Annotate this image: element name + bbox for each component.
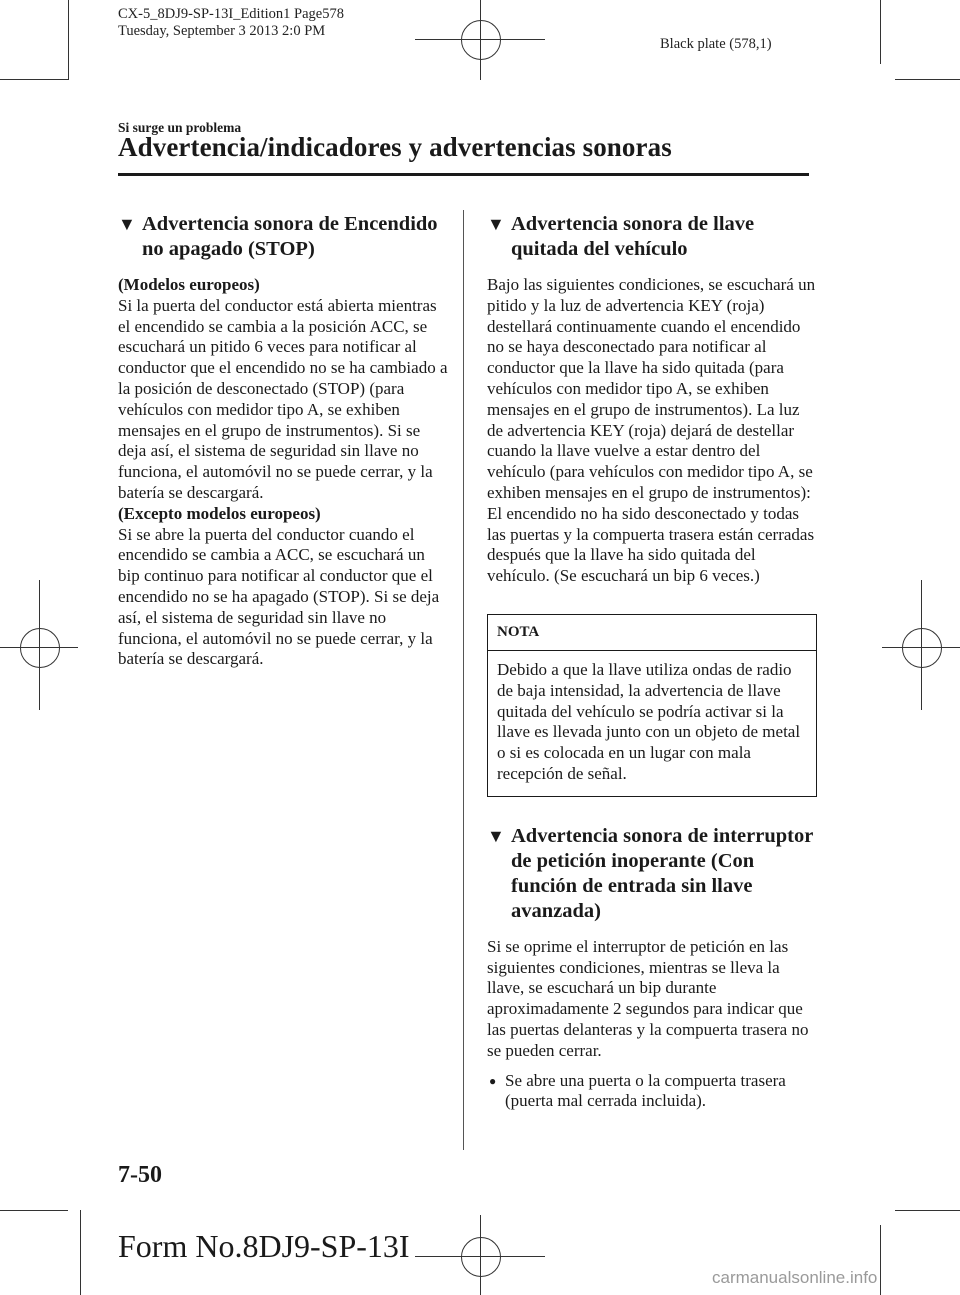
watermark: carmanualsonline.info xyxy=(712,1268,878,1287)
column-divider xyxy=(463,210,464,1150)
registration-mark-top xyxy=(461,20,501,60)
section-heading xyxy=(487,212,817,262)
right-column xyxy=(487,212,817,1112)
down-triangle-icon: ▼ xyxy=(118,214,136,234)
crop-mark xyxy=(880,0,881,64)
crop-mark xyxy=(39,580,40,710)
paragraph-text: Si la puerta del conductor está abierta mientras el encendido se cambia a la posición ACC, se escuchará un pitido 6 veces para notificar al conductor que el encendido no se ha cambiado a la posición de desconectado (STOP) (para vehículos con medidor tipo A, se exhiben mensajes en el grupo de instrumentos). Si se deja así, el sistema de seguridad sin llave no funciona, el automóvil no se puede cerrar, y la batería se descargará. xyxy=(118,295,448,502)
paragraph-bold-label: (Excepto modelos europeos) xyxy=(118,503,321,523)
note-title: NOTA xyxy=(488,615,816,651)
down-triangle-icon: ▼ xyxy=(487,825,505,846)
down-triangle-icon: ▼ xyxy=(487,214,505,234)
heading-text: Advertencia sonora de interruptor de petición inoperante (Con función de entrada sin llave avanzada) xyxy=(511,824,813,922)
section-heading xyxy=(487,824,817,924)
crop-mark xyxy=(480,0,481,80)
print-header xyxy=(118,6,344,40)
crop-mark xyxy=(0,79,68,80)
print-header-line2: Tuesday, September 3 2013 2:0 PM xyxy=(118,23,326,39)
title-rule xyxy=(118,173,809,176)
bullet-text: Se abre una puerta o la compuerta trasera (puerta mal cerrada incluida). xyxy=(505,1070,786,1111)
paragraph-text: Si se abre la puerta del conductor cuando el encendido se cambia a ACC, se escuchará un bip continuo para notificar al conductor que el encendido no se ha apagado (STOP). Si se deja así, el sistema de seguridad sin llave no funciona, el automóvil no se puede cerrar, y la batería se descargará. xyxy=(118,524,440,669)
left-column xyxy=(118,212,448,670)
section-label: Si surge un problema xyxy=(118,120,242,135)
note-box xyxy=(487,614,817,797)
crop-mark xyxy=(880,1225,881,1295)
print-header-line1: CX-5_8DJ9-SP-13I_Edition1 Page578 xyxy=(118,6,344,22)
crop-mark xyxy=(0,1210,68,1211)
crop-mark xyxy=(68,0,69,80)
paragraph-bold-label: (Modelos europeos) xyxy=(118,275,260,294)
crop-mark xyxy=(895,79,960,80)
bullet-dot-icon: ● xyxy=(489,1073,497,1088)
crop-mark xyxy=(80,1210,81,1295)
page-title: Advertencia/indicadores y advertencias sonoras xyxy=(118,132,672,162)
bullet-item xyxy=(487,1071,817,1113)
paragraph xyxy=(118,275,448,670)
heading-text: Advertencia sonora de llave quitada del vehículo xyxy=(511,213,755,260)
paragraph: Si se oprime el interruptor de petición en las siguientes condiciones, mientras se lleva la llave, se escuchará un bip durante aproximadamente 2 segundos para indicar que las puertas delanteras y la compuerta trasera no se pueden cerrar. xyxy=(487,936,809,1060)
registration-mark-right xyxy=(902,628,942,668)
crop-mark xyxy=(480,1215,481,1295)
heading-text: Advertencia sonora de Encendido no apagado (STOP) xyxy=(142,213,438,260)
paragraph: Bajo las siguientes condiciones, se escuchará un pitido y la luz de advertencia KEY (roja) destellará continuamente cuando el encendido no se haya desconectado para notificar al conductor que la llave ha sido quitada (para vehículos con medidor tipo A, se exhiben mensajes en el grupo de instrumentos). La luz de advertencia KEY (roja) dejará de destellar cuando la llave vuelve a estar dentro del vehículo (para vehículos con medidor tipo A, se exhiben mensajes en el grupo de instrumentos): xyxy=(487,275,816,502)
note-body: Debido a que la llave utiliza ondas de radio de baja intensidad, la advertencia de llave quitada del vehículo se podría activar si la llave es llevada junto con un objeto de metal o si es colocada en un lugar con mala recepción de señal. xyxy=(497,659,801,783)
section-heading xyxy=(118,212,448,262)
registration-mark-bottom xyxy=(461,1237,501,1277)
form-number: Form No.8DJ9-SP-13I xyxy=(118,1228,410,1264)
registration-mark-left xyxy=(20,628,60,668)
plate-label: Black plate (578,1) xyxy=(660,36,772,52)
page-number: 7-50 xyxy=(118,1162,162,1188)
crop-mark xyxy=(921,580,922,710)
paragraph: El encendido no ha sido desconectado y todas las puertas y la compuerta trasera están cerradas después que la llave ha sido quitada del vehículo. (Se escuchará un bip 6 veces.) xyxy=(487,503,815,586)
crop-mark xyxy=(895,1210,960,1211)
